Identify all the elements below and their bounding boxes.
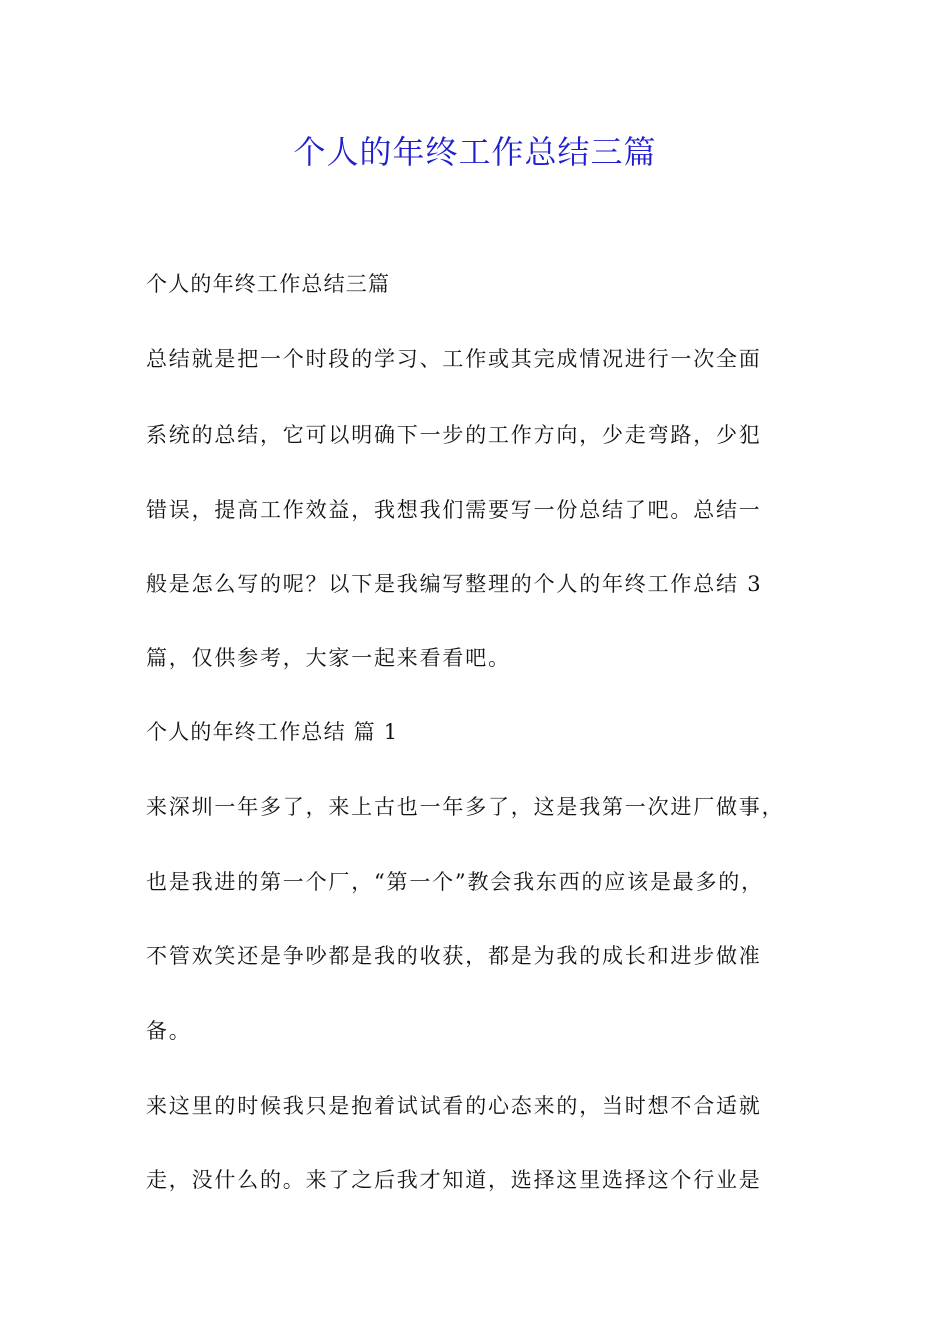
intro-heading: 个人的年终工作总结三篇 [146,272,391,296]
paragraph-line: 来深圳一年多了，来上古也一年多了，这是我第一次进厂做事， [146,795,785,819]
paragraph-line: 总结就是把一个时段的学习、工作或其完成情况进行一次全面 [146,347,762,371]
paragraph-line: 系统的总结，它可以明确下一步的工作方向，少走弯路，少犯 [146,423,762,447]
section-heading: 个人的年终工作总结 篇 1 [146,720,399,744]
paragraph-line: 篇，仅供参考，大家一起来看看吧。 [146,646,511,670]
paragraph-line: 走，没什么的。来了之后我才知道，选择这里选择这个行业是 [146,1168,762,1192]
paragraph-line: 错误，提高工作效益，我想我们需要写一份总结了吧。总结一 [146,498,762,522]
paragraph-line: 不管欢笑还是争吵都是我的收获，都是为我的成长和进步做准 [146,944,762,968]
paragraph-line: 来这里的时候我只是抱着试试看的心态来的，当时想不合适就 [146,1094,762,1118]
paragraph-line: 般是怎么写的呢？以下是我编写整理的个人的年终工作总结 3 [146,572,763,596]
paragraph-line: 备。 [146,1019,192,1043]
document-title: 个人的年终工作总结三篇 [293,133,657,171]
paragraph-line: 也是我进的第一个厂，“第一个”教会我东西的应该是最多的， [146,870,764,894]
